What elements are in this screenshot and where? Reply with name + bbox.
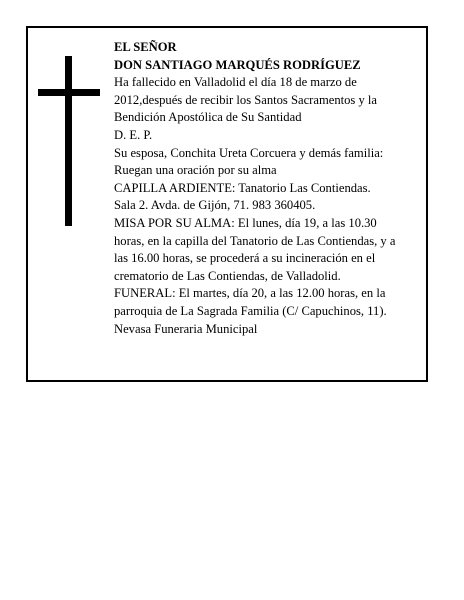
latin-cross-icon [38, 56, 100, 226]
funeral-line-1: FUNERAL: El martes, día 20, a las 12.00 horas, en la [114, 286, 386, 301]
death-statement-line-3: Bendición Apostólica de Su Santidad [114, 110, 302, 125]
honorific-heading: EL SEÑOR [114, 40, 177, 54]
deceased-name: DON SANTIAGO MARQUÉS RODRÍGUEZ [114, 57, 361, 72]
rip-line: D. E. P. [114, 127, 153, 142]
cross-vertical-bar [65, 56, 72, 226]
mass-line-2: horas, en la capilla del Tanatorio de Las Contiendas, y a [114, 233, 396, 248]
prayer-request-line: Ruegan una oración por su alma [114, 163, 277, 178]
death-statement-line-1: Ha fallecido en Valladolid el día 18 de marzo de [114, 75, 357, 90]
mass-line-3: las 16.00 horas, se procederá a su incineración en el [114, 251, 376, 266]
chapel-line-2: Sala 2. Avda. de Gijón, 71. 983 360405. [114, 198, 316, 213]
family-line: Su esposa, Conchita Ureta Corcuera y demás familia: [114, 145, 384, 160]
death-statement-line-2: 2012,después de recibir los Santos Sacramentos y la [114, 92, 378, 107]
funeral-home-line: Nevasa Funeraria Municipal [114, 321, 258, 336]
chapel-line-1: CAPILLA ARDIENTE: Tanatorio Las Contiendas. [114, 180, 371, 195]
cross-horizontal-bar [38, 89, 100, 96]
mass-line-1: MISA POR SU ALMA: El lunes, día 19, a las 10.30 [114, 215, 377, 230]
notice-text [114, 39, 426, 338]
mass-line-4: crematorio de Las Contiendas, de Valladolid. [114, 268, 341, 283]
funeral-line-2: parroquia de La Sagrada Familia (C/ Capuchinos, 11). [114, 303, 387, 318]
obituary-notice [26, 26, 428, 382]
